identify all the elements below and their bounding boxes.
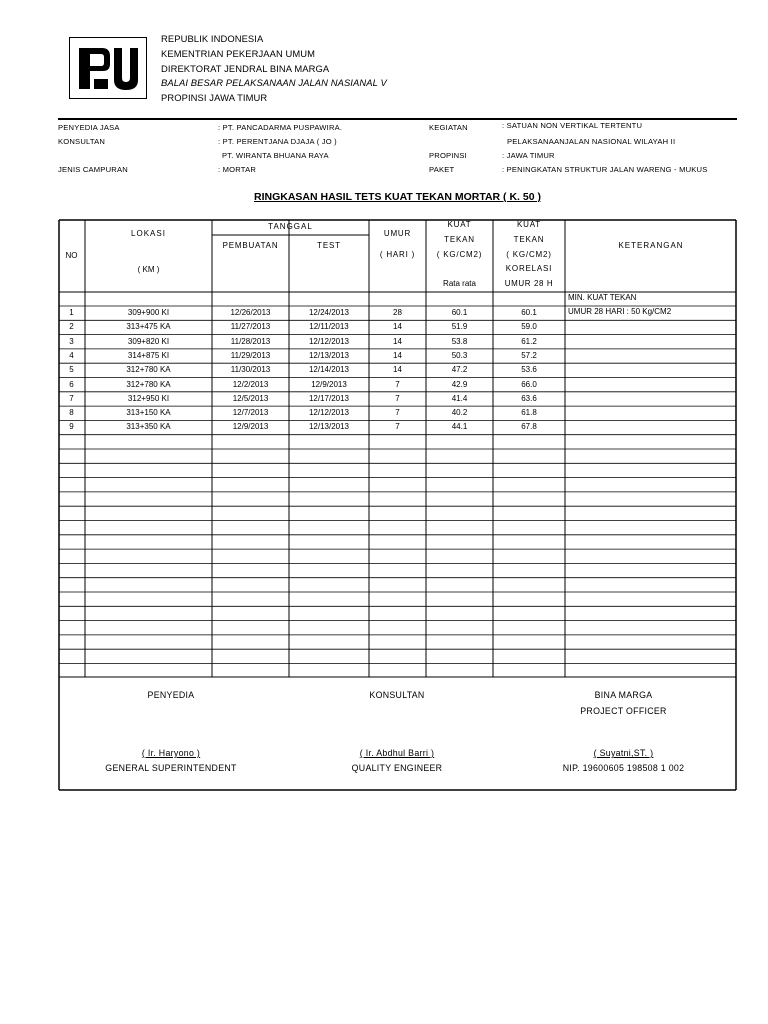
sig-bina-role-2: PROJECT OFFICER	[580, 706, 667, 716]
cell-test: 12/13/2013	[308, 422, 350, 432]
header-line-3: DIREKTORAT JENDRAL BINA MARGA	[161, 63, 330, 74]
header-line-5: PROPINSI JAWA TIMUR	[161, 92, 268, 103]
cell-pembuatan: 12/26/2013	[230, 308, 271, 317]
pu-logo	[69, 37, 147, 99]
cell-test: 12/9/2013	[311, 379, 347, 389]
cell-lokasi: 312+950 KI	[127, 393, 170, 403]
cell-korelasi: 57.2	[521, 350, 537, 360]
cell-umur: 14	[393, 350, 402, 360]
header-rule	[58, 118, 737, 120]
cell-korelasi: 53.6	[521, 365, 537, 375]
cell-umur: 14	[393, 336, 402, 346]
propinsi-label: PROPINSI	[429, 151, 467, 160]
propinsi-value: : JAWA TIMUR	[502, 151, 555, 160]
cell-lokasi: 312+780 KA	[126, 365, 171, 375]
sig-bina-role: BINA MARGA	[594, 690, 653, 700]
cell-no: 9	[69, 422, 74, 432]
cell-pembuatan: 11/27/2013	[230, 322, 271, 332]
note-umur-28-hari: UMUR 28 HARI : 50 Kg/CM2	[568, 307, 672, 316]
header-umur-28: UMUR 28 H	[504, 279, 554, 288]
sig-penyedia-title: GENERAL SUPERINTENDENT	[105, 763, 237, 773]
sig-penyedia-name: ( Ir. Haryono )	[141, 748, 201, 758]
cell-umur: 7	[395, 379, 400, 389]
cell-lokasi: 312+780 KA	[126, 379, 171, 389]
cell-umur: 7	[395, 422, 400, 432]
cell-lokasi: 313+150 KA	[126, 408, 171, 418]
kegiatan-value: : SATUAN NON VERTIKAL TERTENTU	[502, 121, 643, 130]
cell-lokasi: 314+875 KI	[127, 350, 170, 360]
cell-test: 12/13/2013	[308, 350, 350, 360]
header-no: NO	[65, 251, 78, 260]
penyedia-value: : PT. PANCADARMA PUSPAWIRA.	[218, 123, 343, 132]
cell-rata: 47.2	[451, 365, 468, 375]
cell-rata: 60.1	[451, 308, 468, 317]
cell-rata: 44.1	[451, 422, 468, 432]
cell-umur: 28	[393, 308, 402, 317]
header-tekan-2: TEKAN	[513, 235, 545, 244]
cell-test: 12/14/2013	[308, 365, 350, 375]
konsultan-value-2: PT. WIRANTA BHUANA RAYA	[222, 151, 329, 160]
cell-no: 3	[69, 336, 74, 346]
cell-korelasi: 66.0	[521, 379, 537, 389]
paket-label: PAKET	[429, 165, 455, 174]
cell-rata: 53.8	[451, 336, 468, 346]
cell-no: 4	[69, 350, 74, 360]
cell-korelasi: 63.6	[521, 393, 537, 403]
header-kuat-2: KUAT	[517, 220, 541, 229]
header-line-4: BALAI BESAR PELAKSANAAN JALAN NASIANAL V	[161, 77, 387, 88]
sig-konsultan-title: QUALITY ENGINEER	[351, 763, 443, 773]
paket-value: : PENINGKATAN STRUKTUR JALAN WARENG - MUKUS	[502, 165, 708, 174]
cell-korelasi: 61.8	[521, 408, 537, 418]
sig-konsultan-name: ( Ir. Abdhul Barri )	[359, 748, 435, 758]
penyedia-label: PENYEDIA JASA	[58, 123, 120, 132]
header-kuat-1: KUAT	[447, 220, 472, 229]
results-table	[58, 219, 737, 791]
sig-bina-name: ( Suyatni,ST. )	[593, 748, 654, 758]
cell-test: 12/11/2013	[309, 322, 349, 332]
jenis-label: JENIS CAMPURAN	[58, 165, 128, 174]
header-test: TEST	[317, 241, 341, 250]
cell-no: 8	[69, 408, 74, 418]
cell-rata: 42.9	[451, 379, 468, 389]
jenis-value: : MORTAR	[218, 165, 257, 174]
cell-lokasi: 313+350 KA	[126, 422, 171, 432]
cell-umur: 14	[393, 322, 402, 332]
cell-no: 5	[69, 365, 74, 375]
sig-penyedia-role: PENYEDIA	[147, 690, 195, 700]
header-tanggal: TANGGAL	[268, 222, 313, 231]
kegiatan-label: KEGIATAN	[429, 123, 468, 132]
header-rata-rata: Rata rata	[443, 279, 476, 288]
cell-no: 1	[69, 308, 74, 317]
cell-no: 6	[69, 379, 74, 389]
note-min-kuat-tekan: MIN. KUAT TEKAN	[568, 293, 637, 302]
cell-korelasi: 67.8	[521, 422, 537, 432]
header-km: ( KM )	[137, 265, 160, 274]
cell-korelasi: 59.0	[521, 322, 537, 332]
konsultan-label: KONSULTAN	[58, 137, 106, 146]
sig-konsultan-role: KONSULTAN	[369, 690, 425, 700]
header-tekan-1: TEKAN	[444, 235, 475, 244]
cell-lokasi: 309+820 KI	[127, 336, 170, 346]
cell-pembuatan: 11/28/2013	[230, 336, 271, 346]
cell-lokasi: 309+900 KI	[127, 308, 170, 317]
cell-umur: 14	[393, 365, 402, 375]
header-korelasi: KORELASI	[505, 264, 553, 273]
cell-test: 12/12/2013	[308, 336, 350, 346]
header-line-2: KEMENTRIAN PEKERJAAN UMUM	[161, 48, 316, 59]
cell-test: 12/12/2013	[308, 408, 350, 418]
header-kgcm2-2: ( KG/CM2)	[506, 250, 552, 259]
header-keterangan: KETERANGAN	[618, 241, 684, 250]
cell-pembuatan: 11/30/2013	[230, 365, 271, 375]
cell-rata: 41.4	[451, 393, 468, 403]
cell-rata: 40.2	[451, 408, 468, 418]
header-line-1: REPUBLIK INDONESIA	[161, 33, 264, 44]
cell-test: 12/17/2013	[308, 393, 350, 403]
cell-pembuatan: 12/5/2013	[232, 393, 269, 403]
header-umur: UMUR	[383, 229, 412, 238]
cell-umur: 7	[395, 408, 400, 418]
cell-pembuatan: 11/29/2013	[230, 350, 271, 360]
pu-logo-mark	[70, 38, 145, 97]
cell-rata: 50.3	[451, 350, 468, 360]
cell-pembuatan: 12/7/2013	[232, 408, 269, 418]
cell-lokasi: 313+475 KA	[126, 322, 171, 332]
cell-umur: 7	[395, 393, 400, 403]
konsultan-value: : PT. PERENTJANA DJAJA ( JO )	[218, 137, 337, 146]
header-lokasi: LOKASI	[131, 229, 166, 238]
cell-korelasi: 61.2	[521, 336, 537, 346]
cell-korelasi: 60.1	[521, 308, 537, 317]
header-kgcm2-1: ( KG/CM2)	[436, 250, 483, 259]
report-title: RINGKASAN HASIL TETS KUAT TEKAN MORTAR ( K. 50 )	[253, 191, 541, 203]
header-hari: ( HARI )	[379, 250, 416, 259]
cell-pembuatan: 12/9/2013	[232, 422, 269, 432]
cell-test: 12/24/2013	[308, 308, 350, 317]
cell-no: 2	[69, 322, 74, 332]
header-pembuatan: PEMBUATAN	[222, 241, 279, 250]
cell-rata: 51.9	[451, 322, 468, 332]
sig-bina-nip: NIP. 19600605 198508 1 002	[562, 763, 685, 773]
cell-pembuatan: 12/2/2013	[232, 379, 269, 389]
kegiatan-value-2: PELAKSANAANJALAN NASIONAL WILAYAH II	[507, 137, 676, 146]
cell-no: 7	[69, 393, 74, 403]
